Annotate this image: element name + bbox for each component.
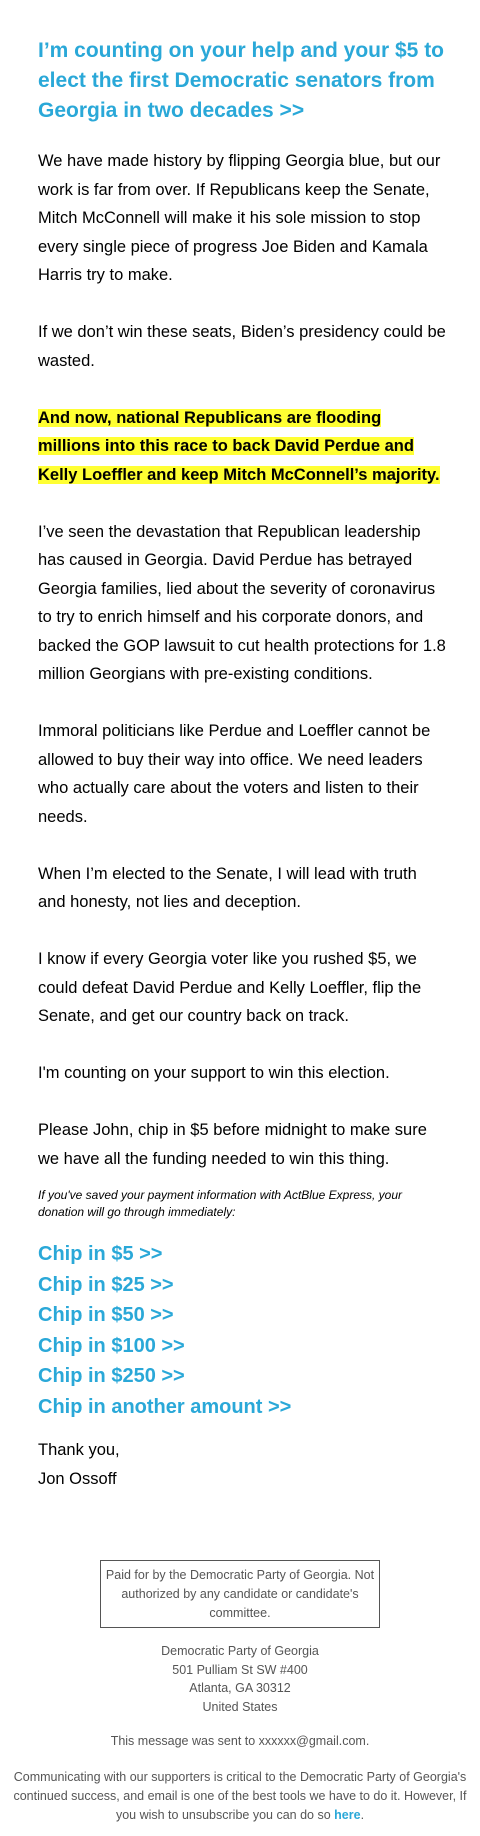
chip-in-other-amount-link[interactable]: Chip in another amount >> — [38, 1395, 292, 1418]
postal-address — [0, 1642, 480, 1716]
signoff — [38, 1436, 448, 1493]
paragraph-biden-presidency: If we don’t win these seats, Biden’s presidency could be wasted. — [38, 323, 446, 370]
address-org: Democratic Party of Georgia — [161, 1644, 319, 1658]
paragraph-devastation: I’ve seen the devastation that Republican leadership has caused in Georgia. David Perdue has betrayed Georgia families, lied about the severity of coronavirus to try to enrich himself and his corporate donors, and backed the GOP lawsuit to cut health protections for 1.8 million Georgians with pre-existing conditions. — [38, 522, 446, 683]
actblue-fineprint: If you've saved your payment information with ActBlue Express, your donation will go through immediately: — [38, 1188, 403, 1219]
chip-in-5-link[interactable]: Chip in $5 >> — [38, 1243, 163, 1265]
paragraph-immoral-politicians: Immoral politicians like Perdue and Loeffler cannot be allowed to buy their way into office. We need leaders who actually care about the voters and listen to their needs. — [38, 722, 431, 826]
unsubscribe-notice — [10, 1768, 470, 1825]
chip-in-250-link[interactable]: Chip in $250 >> — [38, 1365, 185, 1387]
headline-link[interactable]: I’m counting on your help and your $5 to elect the first Democratic senators from Georgia in two decades >> — [38, 39, 445, 122]
chip-in-25-link[interactable]: Chip in $25 >> — [38, 1273, 174, 1296]
unsubscribe-link[interactable]: here — [334, 1808, 361, 1822]
paragraph-truth-honesty: When I’m elected to the Senate, I will lead with truth and honesty, not lies and deception. — [38, 864, 417, 911]
address-country: United States — [202, 1699, 278, 1714]
chip-in-50-link[interactable]: Chip in $50 >> — [38, 1304, 174, 1326]
email-footer — [0, 1560, 480, 1825]
signoff-thanks: Thank you, — [38, 1441, 120, 1459]
paid-for-disclaimer: Paid for by the Democratic Party of Georgia. Not authorized by any candidate or candidate's committee. — [100, 1560, 380, 1628]
sent-to-notice: This message was sent to xxxxxx@gmail.com. — [110, 1734, 370, 1748]
paragraph-rushed-five: I know if every Georgia voter like you rushed $5, we could defeat David Perdue and Kelly Loeffler, flip the Senate, and get our country back on track. — [38, 950, 422, 1025]
paragraph-chip-in-ask: Please John, chip in $5 before midnight to make sure we have all the funding needed to win this thing. — [38, 1121, 427, 1168]
address-city: Atlanta, GA 30312 — [189, 1681, 291, 1695]
highlighted-text: And now, national Republicans are flooding millions into this race to back David Perdue and Kelly Loeffler and keep Mitch McConnell’s majority. — [38, 408, 440, 484]
unsubscribe-text: Communicating with our supporters is critical to the Democratic Party of Georgia's continued success, and email is one of the best tools we have to do it. However, If you wish to unsubscribe you can do so — [13, 1770, 467, 1822]
email-content — [38, 36, 448, 1493]
unsubscribe-end: . — [360, 1808, 365, 1822]
donation-links — [38, 1239, 448, 1422]
address-street: 501 Pulliam St SW #400 — [172, 1662, 308, 1677]
paragraph-intro: We have made history by flipping Georgia blue, but our work is far from over. If Republicans keep the Senate, Mitch McConnell will make it his sole mission to stop every single piece of progress Joe Biden and Kamala Harris try to make. — [38, 152, 441, 284]
paragraph-highlight — [38, 404, 448, 490]
paragraph-counting-support: I'm counting on your support to win this election. — [38, 1064, 390, 1082]
chip-in-100-link[interactable]: Chip in $100 >> — [38, 1334, 185, 1357]
signoff-name: Jon Ossoff — [38, 1469, 117, 1488]
